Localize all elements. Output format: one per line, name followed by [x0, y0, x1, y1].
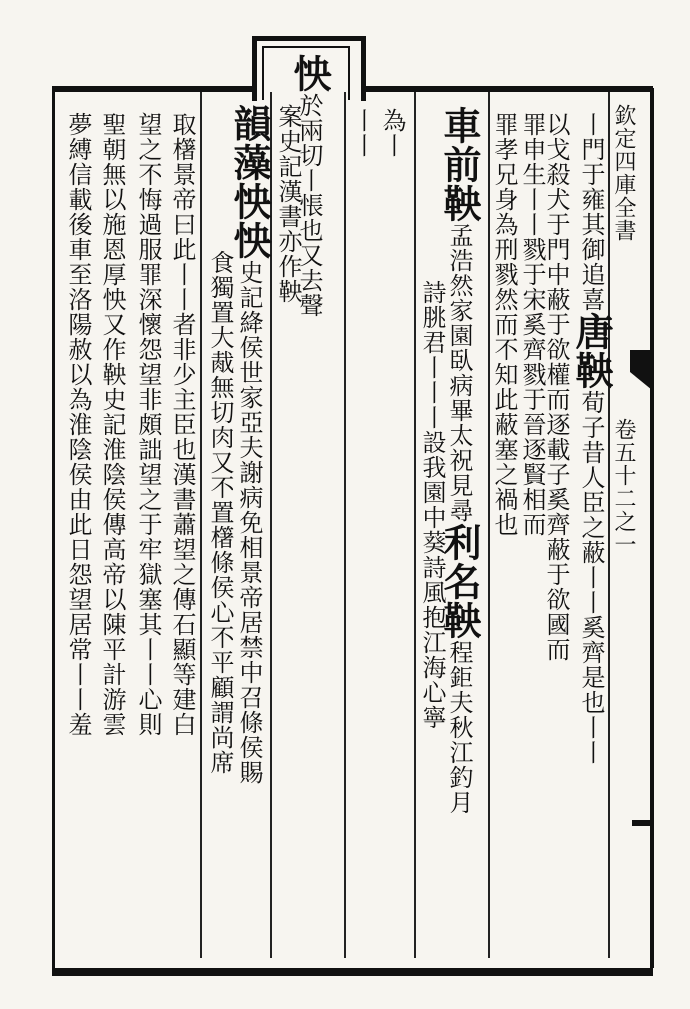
entry-text: 為丨	[378, 108, 406, 158]
text-column	[544, 112, 568, 662]
entry-text: 史記絳侯世家亞夫謝病免相景帝居禁中召條侯賜	[235, 260, 263, 785]
entry-text: 聖朝無以施恩厚怏又作鞅史記淮陰侯傳高帝以陳平計游雲	[98, 112, 126, 737]
entry-text: 荀子昔人臣之蔽丨丨奚齊是也丨丨	[577, 390, 605, 765]
column-rule	[414, 92, 416, 958]
entry-text: 丨丨	[348, 108, 376, 158]
entry-text: 罪申生丨丨戮于宋奚齊戮于晉逐賢相而	[518, 112, 546, 537]
text-column	[420, 280, 444, 730]
text-column	[520, 112, 544, 537]
entry-text: 以戈殺犬于門中	[542, 112, 570, 287]
text-column	[350, 108, 374, 158]
entry-text: 罪孝兄身為刑戮然而不知此蔽塞之禍也	[490, 112, 518, 537]
headword: 韻藻怏怏	[227, 104, 272, 260]
entry-text: 望之不悔過服罪深懷怨望非頗詘望之于牢獄塞其丨丨心則	[134, 112, 162, 737]
entry-text: 夢縛信載後車至洛陽赦以為淮陰侯由此日怨望居常丨丨羞	[64, 112, 92, 737]
column-rule	[200, 92, 202, 958]
fish-tail-mark	[632, 820, 652, 826]
text-column	[208, 250, 232, 775]
text-column	[227, 104, 272, 785]
entry-text: 蔽于欲權而逐載子奚齊蔽于欲國而	[542, 287, 570, 662]
margin-volume: 卷五十二之一	[611, 418, 636, 556]
frame-right-edge	[650, 88, 654, 968]
headword: 怏	[287, 54, 332, 93]
headword: 利名鞅	[437, 523, 482, 640]
text-column	[136, 112, 160, 737]
text-column	[170, 112, 194, 737]
headword: 唐鞅	[569, 312, 614, 390]
text-column	[492, 112, 516, 537]
text-column	[276, 104, 300, 304]
headword: 車前鞅	[437, 106, 482, 223]
margin-book-title: 欽定四庫全書	[611, 104, 636, 242]
text-column	[380, 108, 404, 158]
entry-text: 案史記漢書亦作鞅	[274, 104, 302, 304]
entry-text: 丨門于雍其御追喜	[577, 112, 605, 312]
entry-text: 取櫡景帝曰此丨丨者非少主臣也漢書蕭望之傳石顯等建白	[168, 112, 196, 737]
entry-text: 孟浩然家園臥病畢太祝見尋	[445, 223, 473, 523]
text-column	[100, 112, 124, 737]
text-column	[66, 112, 90, 737]
entry-text: 程鉅夫秋江釣月	[445, 640, 473, 815]
text-column	[569, 112, 614, 765]
entry-text: 食獨置大胾無切肉又不置櫡條侯心不平顧謂尚席	[206, 250, 234, 775]
entry-text: 詩風抱江海心寧	[418, 555, 446, 730]
column-rule	[344, 92, 346, 958]
entry-text: 詩朓君丨丨丨設我園中葵	[418, 280, 446, 555]
entry-text: 於兩切丨悵也又去聲	[295, 93, 323, 318]
